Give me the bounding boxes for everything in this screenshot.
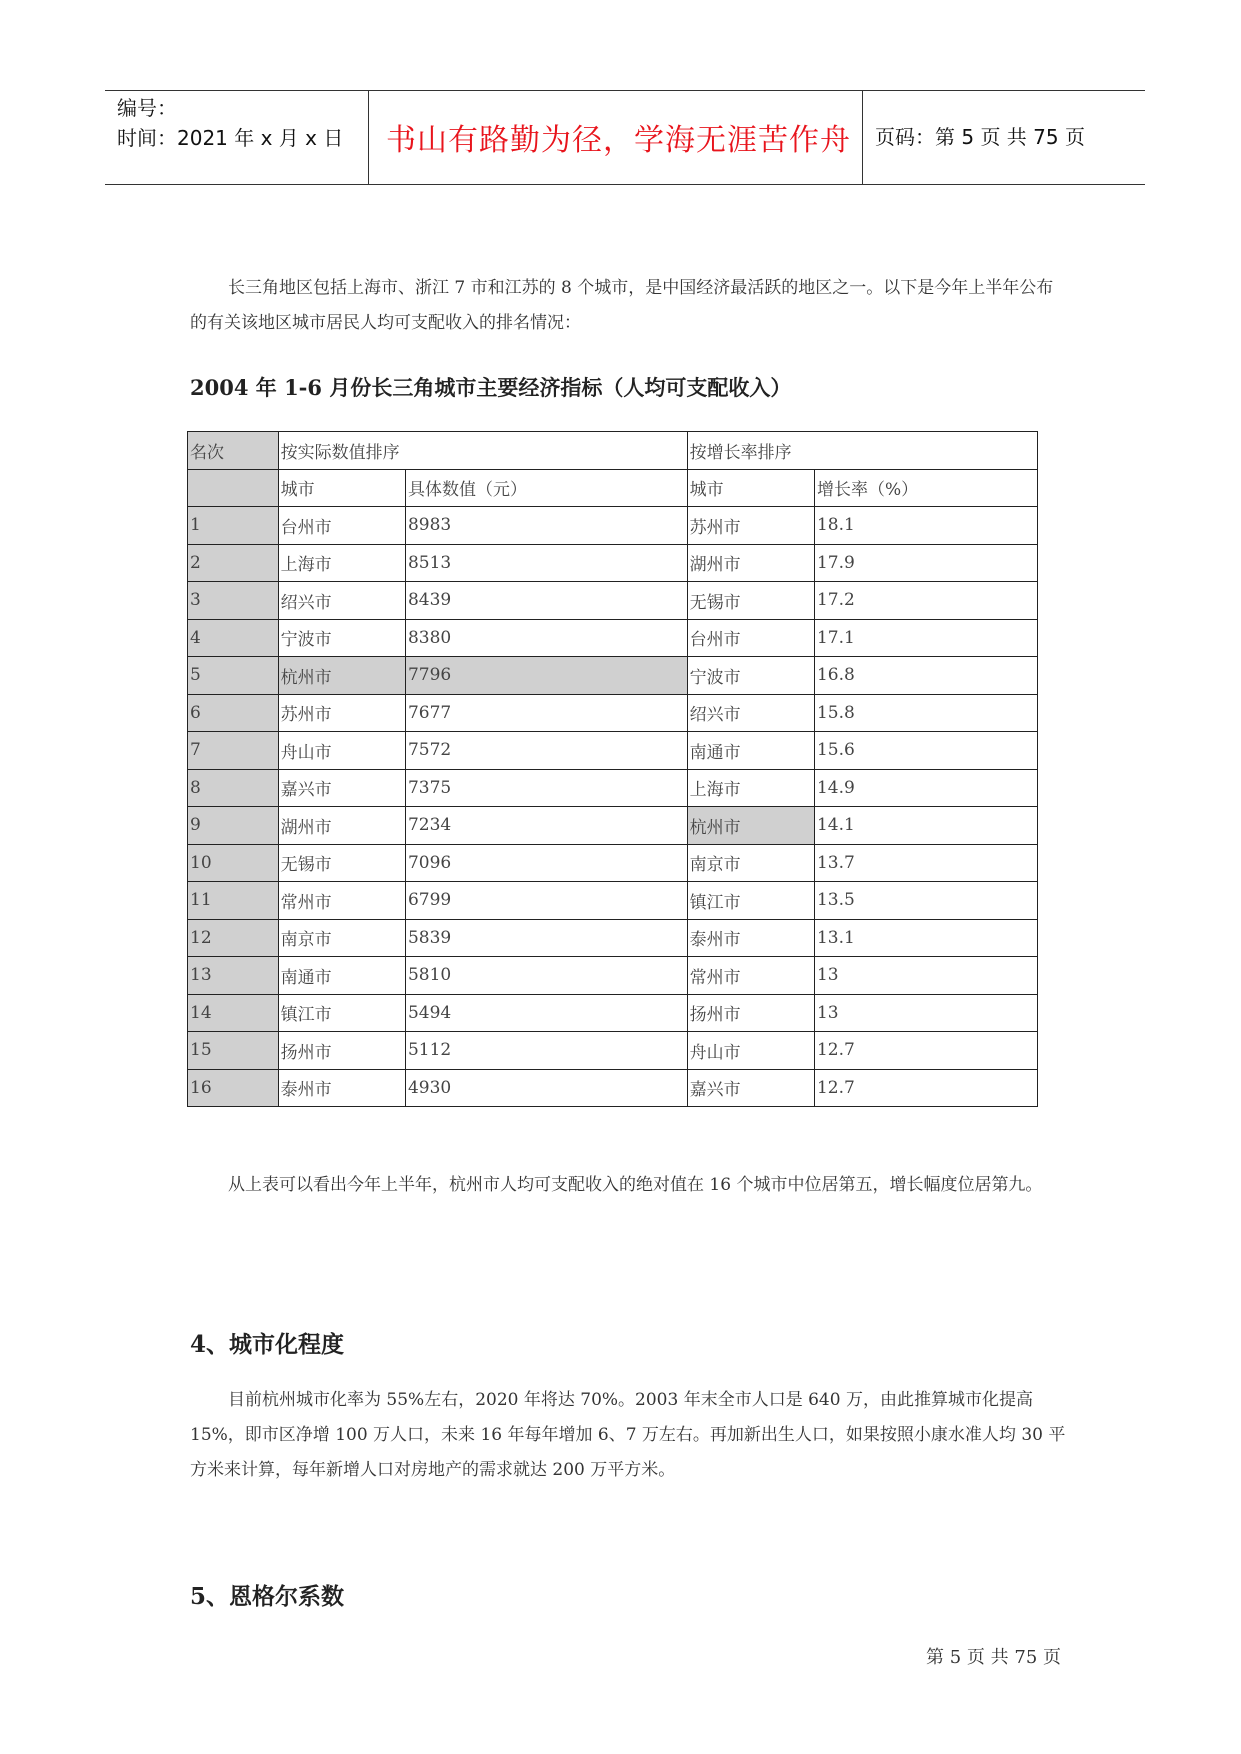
header-page-label: 页码：第 5 页 共 75 页 [875,125,1085,149]
intro-paragraph [190,271,1066,341]
city2-cell: 嘉兴市 [687,1069,814,1107]
city2-cell: 镇江市 [687,882,814,920]
city2-cell: 绍兴市 [687,694,814,732]
rank-header: 名次 [188,432,279,470]
rank-cell: 6 [188,694,279,732]
value-cell: 5839 [405,919,687,957]
city-cell: 舟山市 [278,732,405,770]
header-info [117,93,343,153]
city2-cell: 苏州市 [687,507,814,545]
rank-cell: 1 [188,507,279,545]
table-row [188,694,1038,732]
rank-cell: 12 [188,919,279,957]
page-footer: 第 5 页 共 75 页 [926,1647,1061,1668]
table-subheader-row [188,469,1038,507]
ranking-table [187,431,1038,1107]
rank-cell: 16 [188,1069,279,1107]
rank-cell: 7 [188,732,279,770]
city-cell: 常州市 [278,882,405,920]
table-row [188,807,1038,845]
section-4-paragraph [190,1383,1066,1488]
growth-cell: 15.8 [814,694,1037,732]
growth-cell: 13.1 [814,919,1037,957]
conclusion-paragraph [190,1168,1066,1203]
growth-cell: 17.1 [814,619,1037,657]
city-cell: 湖州市 [278,807,405,845]
table-row [188,994,1038,1032]
city2-cell: 扬州市 [687,994,814,1032]
intro-text: 长三角地区包括上海市、浙江 7 市和江苏的 8 个城市，是中国经济最活跃的地区之一。以下是今年上半年公布的有关该地区城市居民人均可支配收入的排名情况： [190,278,1054,333]
header-motto: 书山有路勤为径，学海无涯苦作舟 [386,123,851,158]
growth-group-header: 按增长率排序 [687,432,1037,470]
table-row [188,919,1038,957]
value-cell: 7572 [405,732,687,770]
city-cell: 嘉兴市 [278,769,405,807]
rank-cell: 5 [188,657,279,695]
section-4-title: 4、城市化程度 [190,1331,345,1358]
value-cell: 6799 [405,882,687,920]
growth-cell: 13 [814,957,1037,995]
growth-cell: 13 [814,994,1037,1032]
table-row [188,882,1038,920]
growth-cell: 13.7 [814,844,1037,882]
city2-cell: 南京市 [687,844,814,882]
header-divider [862,91,863,184]
city-cell: 南通市 [278,957,405,995]
table-row [188,657,1038,695]
growth-cell: 14.1 [814,807,1037,845]
value-cell: 8439 [405,582,687,620]
table-row [188,1032,1038,1070]
rank-cell: 13 [188,957,279,995]
rank-cell: 10 [188,844,279,882]
city2-cell: 南通市 [687,732,814,770]
city-cell: 南京市 [278,919,405,957]
value-cell: 7796 [405,657,687,695]
city2-cell: 常州市 [687,957,814,995]
city-cell: 杭州市 [278,657,405,695]
value-cell: 7677 [405,694,687,732]
city2-cell: 上海市 [687,769,814,807]
number-label: 编号： [117,96,177,120]
city-cell: 上海市 [278,544,405,582]
city-cell: 台州市 [278,507,405,545]
section-4-text: 目前杭州城市化率为 55%左右，2020 年将达 70%。2003 年末全市人口是 640 万，由此推算城市化提高 15%，即市区净增 100 万人口，未来 16 年每年增加 6、7 万左右。再加新出生人口，如果按照小康水准人均 30 平方米来计算，每年新增人口对房地产的需求就达 200 万平方米。 [190,1390,1066,1480]
value-group-header: 按实际数值排序 [278,432,687,470]
city-cell: 无锡市 [278,844,405,882]
table-row [188,732,1038,770]
value-subheader: 具体数值（元） [405,469,687,507]
value-cell: 8380 [405,619,687,657]
value-cell: 5810 [405,957,687,995]
table-row [188,507,1038,545]
table-row [188,582,1038,620]
page-header [105,90,1145,185]
growth-subheader: 增长率（%） [814,469,1037,507]
city2-cell: 无锡市 [687,582,814,620]
value-cell: 8513 [405,544,687,582]
rank-cell: 15 [188,1032,279,1070]
growth-cell: 17.9 [814,544,1037,582]
growth-cell: 12.7 [814,1069,1037,1107]
growth-cell: 14.9 [814,769,1037,807]
value-cell: 5494 [405,994,687,1032]
table-caption: 2004 年 1-6 月份长三角城市主要经济指标（人均可支配收入） [190,375,792,400]
city2-subheader: 城市 [687,469,814,507]
growth-cell: 16.8 [814,657,1037,695]
city-cell: 绍兴市 [278,582,405,620]
value-cell: 8983 [405,507,687,545]
rank-cell: 4 [188,619,279,657]
city-cell: 镇江市 [278,994,405,1032]
table-body [188,507,1038,1107]
growth-cell: 18.1 [814,507,1037,545]
growth-cell: 13.5 [814,882,1037,920]
city-cell: 宁波市 [278,619,405,657]
city2-cell: 宁波市 [687,657,814,695]
rank-cell: 11 [188,882,279,920]
value-cell: 7096 [405,844,687,882]
table-row [188,844,1038,882]
header-divider [368,91,369,184]
value-cell: 7234 [405,807,687,845]
growth-cell: 17.2 [814,582,1037,620]
table-row [188,544,1038,582]
city-cell: 苏州市 [278,694,405,732]
conclusion-text: 从上表可以看出今年上半年，杭州市人均可支配收入的绝对值在 16 个城市中位居第五，增长幅度位居第九。 [228,1175,1043,1195]
value-cell: 5112 [405,1032,687,1070]
city-cell: 泰州市 [278,1069,405,1107]
growth-cell: 15.6 [814,732,1037,770]
table-row [188,1069,1038,1107]
time-label: 时间：2021 年 x 月 x 日 [117,126,344,150]
rank-cell: 3 [188,582,279,620]
rank-cell: 14 [188,994,279,1032]
section-5-title: 5、恩格尔系数 [190,1583,345,1610]
table-row [188,619,1038,657]
table-row [188,769,1038,807]
city2-cell: 舟山市 [687,1032,814,1070]
city2-cell: 泰州市 [687,919,814,957]
city2-cell: 杭州市 [687,807,814,845]
rank-cell: 2 [188,544,279,582]
city2-cell: 台州市 [687,619,814,657]
rank-cell: 8 [188,769,279,807]
table-row [188,957,1038,995]
rank-subheader-empty [188,469,279,507]
city-cell: 扬州市 [278,1032,405,1070]
city-subheader: 城市 [278,469,405,507]
growth-cell: 12.7 [814,1032,1037,1070]
value-cell: 4930 [405,1069,687,1107]
city2-cell: 湖州市 [687,544,814,582]
rank-cell: 9 [188,807,279,845]
table-header-row [188,432,1038,470]
value-cell: 7375 [405,769,687,807]
